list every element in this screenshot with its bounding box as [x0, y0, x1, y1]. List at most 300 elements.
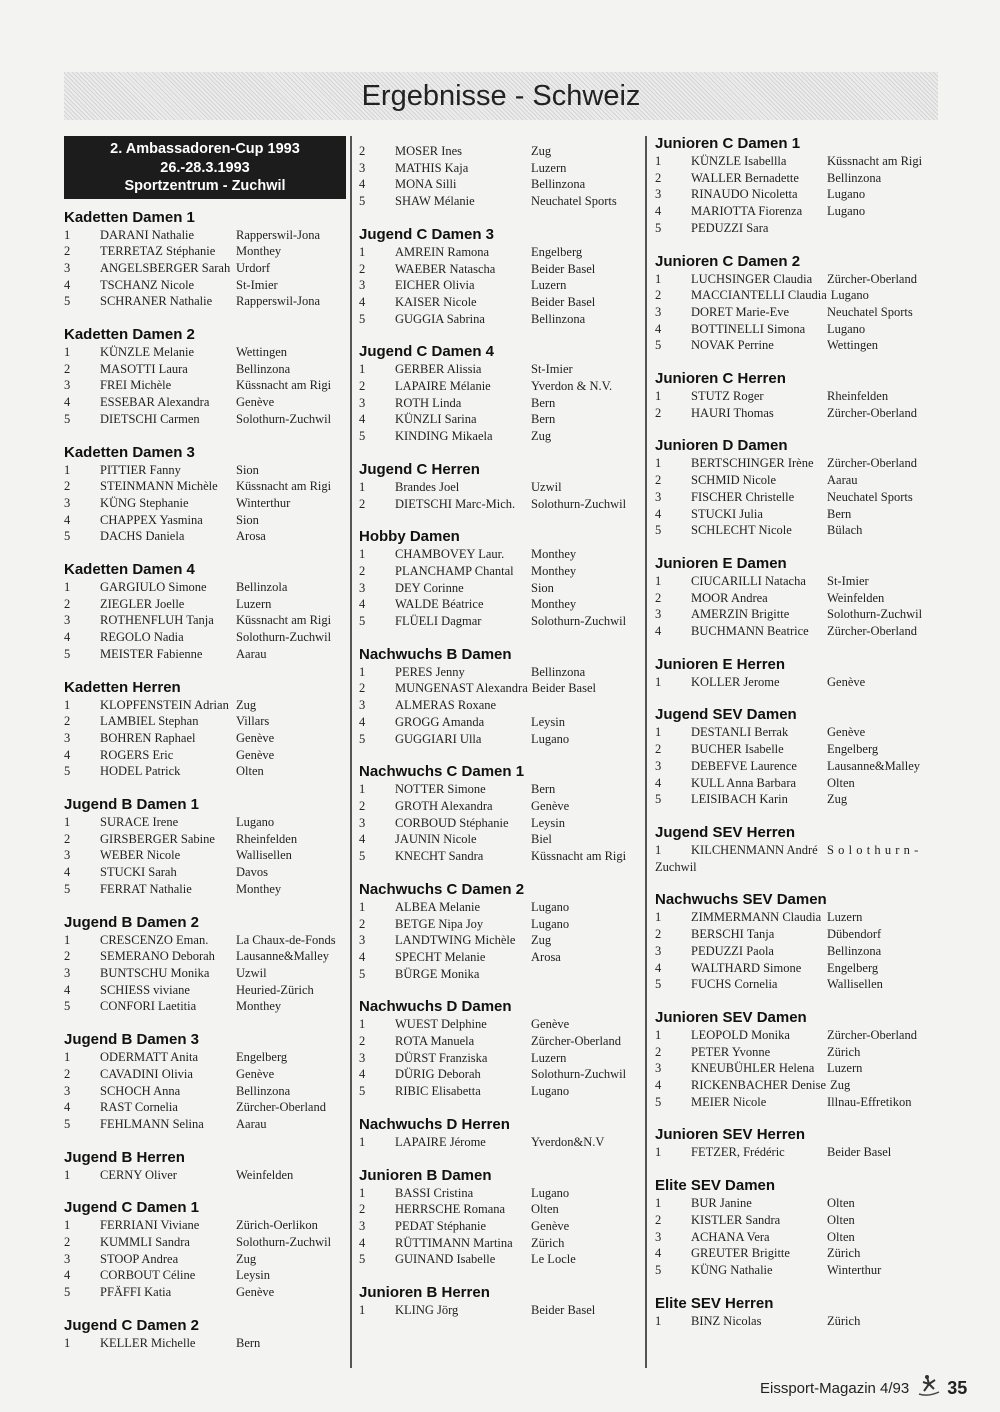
result-row: [64, 1099, 348, 1116]
result-row: [64, 1167, 348, 1184]
skater-name: MEISTER Fabienne: [100, 646, 203, 661]
result-row: [655, 1212, 939, 1229]
rank: 4: [359, 412, 366, 427]
result-row: [359, 949, 643, 966]
rank: 3: [655, 1229, 662, 1244]
skater-name: ODERMATT Anita: [100, 1050, 199, 1065]
skater-name: SEMERANO Deborah: [100, 949, 215, 964]
skater-name: WALDE Béatrice: [395, 597, 484, 612]
skater-name: KUMMLI Sandra: [100, 1235, 190, 1250]
rank: 3: [64, 613, 71, 628]
result-row: [64, 344, 348, 361]
club-name: Olten: [531, 1202, 559, 1217]
rank: 1: [64, 1218, 71, 1233]
column-divider: [645, 136, 647, 1368]
results-column-1: [64, 136, 348, 1367]
rank: 4: [359, 714, 366, 729]
skater-name: ESSEBAR Alexandra: [100, 395, 210, 410]
result-row: [359, 1016, 643, 1033]
rank: 1: [359, 547, 366, 562]
result-row: [64, 747, 348, 764]
result-row: [359, 479, 643, 496]
skater-name: NOTTER Simone: [395, 782, 486, 797]
result-row: [64, 965, 348, 982]
club-name: Uzwil: [531, 479, 562, 494]
club-name: Lausanne&Malley: [827, 758, 921, 773]
result-row: [64, 243, 348, 260]
club-name: Bern: [531, 395, 556, 410]
skater-name: KNEUBÜHLER Helena: [691, 1061, 815, 1076]
skater-name: BERTSCHINGER Irène: [691, 456, 814, 471]
rank: 4: [64, 1268, 71, 1283]
skater-name: DARANI Nathalie: [100, 227, 195, 242]
club-name: Genève: [531, 1218, 570, 1233]
result-row: [64, 462, 348, 479]
rank: 1: [64, 345, 71, 360]
result-section: [655, 436, 939, 539]
rank: 5: [655, 1094, 662, 1109]
result-section: [359, 143, 643, 210]
result-section: [655, 655, 939, 691]
result-section: [655, 1125, 939, 1161]
rank: 5: [655, 792, 662, 807]
skater-name: DÜRIG Deborah: [395, 1067, 481, 1082]
club-name: Dübendorf: [827, 927, 882, 942]
rank: 1: [655, 674, 662, 689]
club-name: Lugano: [830, 288, 869, 303]
result-row: [359, 815, 643, 832]
result-row: [655, 758, 939, 775]
skater-name: KOLLER Jerome: [691, 674, 780, 689]
skater-name: CIUCARILLI Natacha: [691, 573, 806, 588]
skater-name: FEHLMANN Selina: [100, 1116, 204, 1131]
club-name: Engelberg: [236, 1050, 288, 1065]
rank: 1: [359, 244, 366, 259]
skater-name: SCHOCH Anna: [100, 1083, 181, 1098]
result-section: [655, 1008, 939, 1111]
skater-name: HODEL Patrick: [100, 764, 181, 779]
skater-name: FREI Michèle: [100, 378, 172, 393]
skater-name: KÜNZLE Melanie: [100, 345, 195, 360]
page-number: 35: [947, 1377, 968, 1398]
rank: 1: [64, 697, 71, 712]
rank: 3: [64, 260, 71, 275]
club-name: Weinfelden: [827, 590, 885, 605]
skater-name: KÜNG Nathalie: [691, 1262, 773, 1277]
rank: 3: [359, 395, 366, 410]
club-name: Bern: [236, 1335, 261, 1350]
result-row: [64, 1267, 348, 1284]
result-row: [359, 664, 643, 681]
result-section: [655, 369, 939, 421]
result-row: [64, 948, 348, 965]
result-row: [359, 831, 643, 848]
rank: 5: [359, 194, 366, 209]
category-heading: Junioren B Herren: [359, 1284, 490, 1302]
result-row: [359, 899, 643, 916]
club-name: St-Imier: [531, 362, 573, 377]
result-row: [359, 160, 643, 177]
skater-name: NOVAK Perrine: [691, 338, 774, 353]
skater-name: CHAPPEX Yasmina: [100, 512, 203, 527]
club-name: Solothurn-Zuchwil: [236, 630, 332, 645]
skater-name: PLANCHAMP Chantal: [395, 563, 514, 578]
club-name: Monthey: [236, 881, 282, 896]
result-row: [64, 831, 348, 848]
result-row: [359, 1302, 643, 1319]
rank: 2: [655, 473, 662, 488]
club-name: Neuchatel Sports: [827, 304, 913, 319]
result-row: [655, 220, 939, 237]
rank: 1: [655, 1145, 662, 1160]
page-title: Ergebnisse - Schweiz: [361, 80, 641, 112]
skater-name: DESTANLI Berrak: [691, 725, 789, 740]
skater-name: ROTA Manuela: [395, 1034, 475, 1049]
club-name: Luzern: [236, 596, 272, 611]
club-name: Sion: [236, 462, 259, 477]
rank: 2: [359, 681, 366, 696]
category-heading: Nachwuchs B Damen: [359, 645, 512, 663]
category-heading: Hobby Damen: [359, 528, 460, 546]
result-row: [655, 842, 939, 875]
skater-name: PEDAT Stéphanie: [395, 1218, 487, 1233]
result-row: [64, 227, 348, 244]
rank: 5: [64, 529, 71, 544]
club-name: Bern: [531, 412, 556, 427]
rank: 4: [359, 294, 366, 309]
rank: 1: [64, 1050, 71, 1065]
skater-name: KÜNG Stephanie: [100, 495, 189, 510]
club-name: Genève: [236, 747, 275, 762]
club-name: Rheinfelden: [236, 831, 298, 846]
result-row: [64, 1116, 348, 1133]
rank: 5: [359, 311, 366, 326]
rank: 4: [64, 1100, 71, 1115]
rank: 4: [64, 747, 71, 762]
result-row: [655, 674, 939, 691]
skater-name: STEINMANN Michèle: [100, 479, 218, 494]
skater-name: FUCHS Cornelia: [691, 977, 778, 992]
club-name: Beider Basel: [531, 261, 596, 276]
club-name: Beider Basel: [827, 1145, 892, 1160]
result-row: [64, 1066, 348, 1083]
rank: 1: [64, 1167, 71, 1182]
club-name: Beider Basel: [531, 294, 596, 309]
skater-name: GUGGIA Sabrina: [395, 311, 485, 326]
club-name: Zürich: [827, 1044, 861, 1059]
result-row: [359, 193, 643, 210]
category-heading: Jugend B Damen 1: [64, 796, 200, 814]
result-row: [359, 563, 643, 580]
result-row: [359, 378, 643, 395]
club-name: Küssnacht am Rigi: [236, 479, 332, 494]
club-name: Genève: [827, 674, 866, 689]
club-name: Solothurn-Zuchwil: [531, 614, 627, 629]
skater-name: AMERZIN Brigitte: [691, 607, 790, 622]
result-row: [359, 1235, 643, 1252]
rank: 4: [655, 775, 662, 790]
category-heading: Nachwuchs D Herren: [359, 1115, 510, 1133]
rank: 4: [655, 1246, 662, 1261]
result-row: [359, 596, 643, 613]
rank: 2: [359, 144, 366, 158]
result-row: [64, 697, 348, 714]
result-section: [64, 325, 348, 428]
rank: 3: [64, 848, 71, 863]
rank: 1: [64, 227, 71, 242]
result-row: [655, 1262, 939, 1279]
club-name: Lugano: [531, 899, 570, 914]
result-row: [655, 522, 939, 539]
rank: 2: [655, 405, 662, 420]
rank: 3: [655, 1061, 662, 1076]
rank: 5: [64, 764, 71, 779]
club-name: Zürich-Oerlikon: [236, 1218, 318, 1233]
rank: 5: [655, 338, 662, 353]
result-row: [64, 1083, 348, 1100]
club-name: Monthey: [236, 999, 282, 1014]
club-name: Genève: [236, 1285, 275, 1300]
skater-name: WALLER Bernadette: [691, 170, 799, 185]
rank: 2: [64, 596, 71, 611]
skater-name: LAPAIRE Jérome: [395, 1134, 486, 1149]
club-name: Luzern: [827, 1061, 863, 1076]
result-row: [655, 623, 939, 640]
result-section: [64, 1030, 348, 1133]
rank: 1: [655, 910, 662, 925]
result-row: [655, 943, 939, 960]
rank: 2: [359, 563, 366, 578]
result-section: [359, 1166, 643, 1269]
event-dates: 26.-28.3.1993: [160, 159, 250, 176]
rank: 3: [655, 758, 662, 773]
result-row: [64, 881, 348, 898]
rank: 2: [64, 949, 71, 964]
skater-name: KULL Anna Barbara: [691, 775, 797, 790]
result-row: [655, 170, 939, 187]
result-row: [64, 998, 348, 1015]
result-section: [64, 1198, 348, 1301]
skater-name: SURACE Irene: [100, 815, 179, 830]
result-section: [359, 225, 643, 328]
club-name: Neuchatel Sports: [531, 194, 617, 209]
skater-name: EICHER Olivia: [395, 278, 475, 293]
skater-name: ALBEA Melanie: [395, 899, 481, 914]
skater-name: STUTZ Roger: [691, 389, 764, 404]
result-row: [655, 573, 939, 590]
club-name: Sion: [236, 512, 259, 527]
rank: 5: [64, 1285, 71, 1300]
result-row: [359, 1083, 643, 1100]
rank: 5: [359, 966, 366, 981]
club-name: Monthey: [531, 597, 577, 612]
rank: 4: [359, 177, 366, 192]
club-name: Arosa: [236, 529, 266, 544]
club-name: Zürich: [827, 1246, 861, 1261]
rank: 2: [64, 831, 71, 846]
category-heading: Jugend C Damen 4: [359, 343, 495, 361]
result-row: [359, 1066, 643, 1083]
club-name: Weinfelden: [236, 1167, 294, 1182]
rank: 2: [64, 244, 71, 259]
result-row: [655, 271, 939, 288]
skater-name: KINDING Mikaela: [395, 429, 493, 444]
skater-name: MACCIANTELLI Claudia: [691, 288, 827, 303]
club-name: Rapperswil-Jona: [236, 294, 321, 309]
skater-name: SCHLECHT Nicole: [691, 523, 792, 538]
rank: 1: [359, 664, 366, 679]
rank: 2: [359, 496, 366, 511]
skater-name: STUCKI Sarah: [100, 865, 177, 880]
club-name: Lugano: [827, 187, 866, 202]
club-name: Heuried-Zürich: [236, 982, 314, 997]
club-name: Bülach: [827, 523, 863, 538]
skater-name: KILCHENMANN André: [691, 842, 818, 857]
club-name: Lugano: [236, 815, 275, 830]
rank: 1: [655, 1196, 662, 1211]
result-row: [64, 814, 348, 831]
skater-name: ZIMMERMANN Claudia: [691, 910, 822, 925]
club-name: Solothurn-Zuchwil: [236, 1235, 332, 1250]
rank: 4: [64, 512, 71, 527]
skater-name: ACHANA Vera: [691, 1229, 770, 1244]
rank: 1: [64, 932, 71, 947]
category-heading: Junioren SEV Damen: [655, 1008, 807, 1026]
result-row: [655, 455, 939, 472]
rank: 1: [64, 462, 71, 477]
club-name: Lugano: [531, 1084, 570, 1099]
skater-name: KAISER Nicole: [395, 294, 477, 309]
skater-name: CERNY Oliver: [100, 1167, 177, 1182]
skater-name: LAMBIEL Stephan: [100, 714, 199, 729]
skater-name: SCHRANER Nathalie: [100, 294, 213, 309]
result-row: [359, 1050, 643, 1067]
result-row: [64, 982, 348, 999]
rank: 1: [655, 389, 662, 404]
skater-name: ROTH Linda: [395, 395, 462, 410]
club-name: Le Locle: [531, 1252, 576, 1267]
club-name: Illnau-Effretikon: [827, 1094, 912, 1109]
club-name: Olten: [827, 775, 855, 790]
skater-name: BUCHMANN Beatrice: [691, 624, 809, 639]
result-row: [359, 294, 643, 311]
category-heading: Nachwuchs C Damen 2: [359, 880, 525, 898]
club-name: Luzern: [827, 910, 863, 925]
skater-name: GUINAND Isabelle: [395, 1252, 496, 1267]
result-row: [359, 1251, 643, 1268]
club-name: Zürcher-Oberland: [827, 405, 917, 420]
rank: 4: [359, 597, 366, 612]
club-name: Bellinzona: [236, 1083, 291, 1098]
skater-name: PITTIER Fanny: [100, 462, 181, 477]
category-heading: Jugend C Herren: [359, 460, 480, 478]
skater-name: HERRSCHE Romana: [395, 1202, 506, 1217]
result-row: [655, 203, 939, 220]
skater-name: BOTTINELLI Simona: [691, 321, 806, 336]
rank: 2: [655, 170, 662, 185]
club-name: Neuchatel Sports: [827, 489, 913, 504]
skater-name: GUGGIARI Ulla: [395, 731, 482, 746]
club-name: Davos: [236, 865, 268, 880]
skater-name: MARIOTTA Fiorenza: [691, 204, 803, 219]
skater-name: FERRAT Nathalie: [100, 881, 192, 896]
club-name: Solothurn-Zuchwil: [531, 496, 627, 511]
rank: 1: [359, 782, 366, 797]
result-row: [359, 781, 643, 798]
result-row: [64, 293, 348, 310]
club-name: Villars: [236, 714, 270, 729]
category-heading: Kadetten Damen 3: [64, 443, 195, 461]
club-name: Olten: [827, 1196, 855, 1211]
club-name: Leysin: [531, 714, 566, 729]
club-name: Genève: [236, 1066, 275, 1081]
rank: 4: [64, 982, 71, 997]
skater-name: KLOPFENSTEIN Adrian: [100, 697, 229, 712]
skater-logo-icon: [915, 1374, 941, 1402]
club-name: Bern: [531, 782, 556, 797]
club-name: Lugano: [531, 916, 570, 931]
result-row: [64, 629, 348, 646]
result-row: [359, 798, 643, 815]
club-name: Aarau: [236, 1116, 267, 1131]
result-row: [64, 1284, 348, 1301]
skater-name: ALMERAS Roxane: [395, 698, 497, 713]
result-row: [64, 277, 348, 294]
skater-name: WUEST Delphine: [395, 1017, 487, 1032]
club-name: St-Imier: [236, 277, 278, 292]
club-name: Yverdon & N.V.: [531, 379, 613, 394]
result-row: [655, 153, 939, 170]
result-row: [359, 361, 643, 378]
skater-name: BASSI Cristina: [395, 1185, 474, 1200]
skater-name: BUNTSCHU Monika: [100, 966, 210, 980]
event-box: [64, 136, 346, 199]
result-row: [655, 405, 939, 422]
result-row: [359, 244, 643, 261]
result-row: [655, 960, 939, 977]
rank: 1: [359, 1134, 366, 1149]
skater-name: KLING Jörg: [395, 1303, 459, 1318]
result-section: [64, 1316, 348, 1352]
club-name: Genève: [236, 730, 275, 745]
result-row: [64, 1217, 348, 1234]
rank: 4: [64, 865, 71, 880]
result-row: [655, 1044, 939, 1061]
club-name: Uzwil: [236, 966, 267, 980]
rank: 5: [64, 881, 71, 896]
club-name: Olten: [827, 1212, 855, 1227]
club-name: Zürcher-Oberland: [827, 271, 917, 286]
skater-name: DÜRST Franziska: [395, 1050, 488, 1065]
result-row: [359, 496, 643, 513]
club-name: Winterthur: [236, 495, 291, 510]
result-row: [655, 791, 939, 808]
result-row: [359, 1033, 643, 1050]
club-name: Rheinfelden: [827, 389, 889, 404]
skater-name: LANDTWING Michèle: [395, 933, 516, 948]
skater-name: GIRSBERGER Sabine: [100, 831, 215, 846]
result-row: [655, 489, 939, 506]
result-row: [655, 926, 939, 943]
club-name: Solothurn-Zuchwil: [531, 1067, 627, 1082]
club-name: Lugano: [531, 731, 570, 746]
skater-name: BUCHER Isabelle: [691, 742, 784, 757]
result-row: [655, 1027, 939, 1044]
rank: 1: [359, 479, 366, 494]
skater-name: GARGIULO Simone: [100, 580, 207, 595]
club-name: Bellinzona: [531, 311, 586, 326]
result-section: [655, 1176, 939, 1279]
